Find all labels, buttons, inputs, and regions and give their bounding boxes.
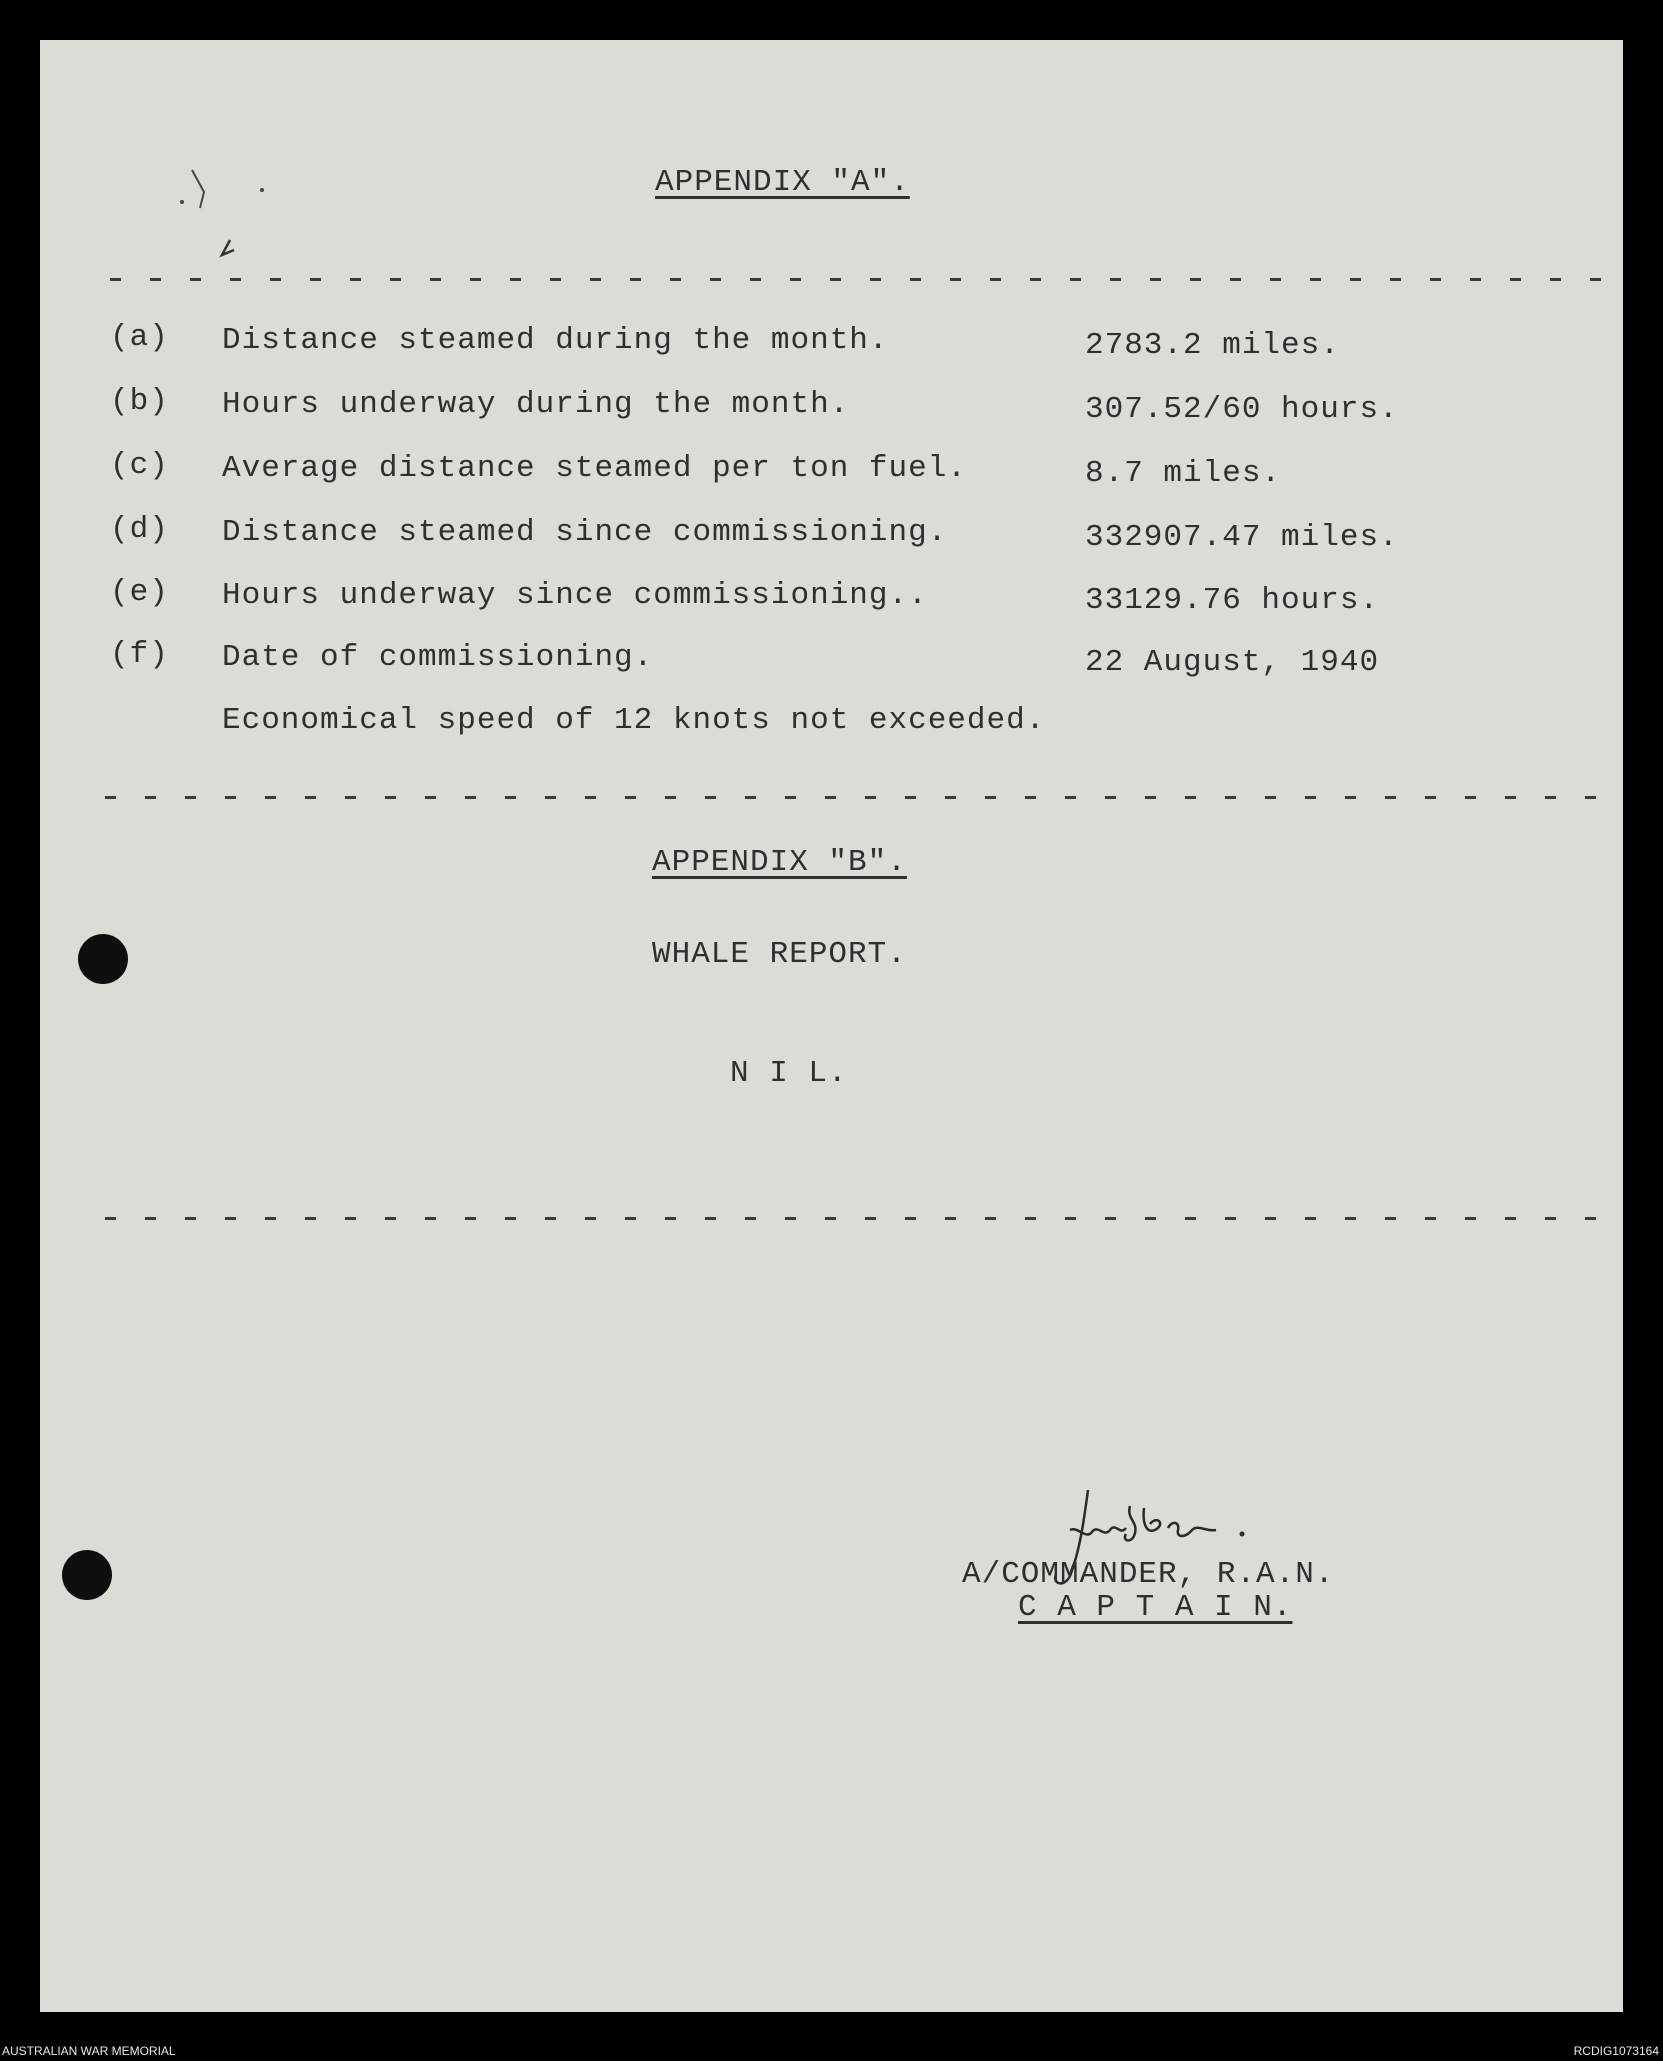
footer-record-id: RCDIG1073164 — [1573, 2044, 1659, 2058]
item-label: (a) — [110, 320, 169, 355]
item-value: 332907.47 miles. — [1085, 520, 1399, 555]
item-label: (d) — [110, 512, 169, 547]
item-description: Average distance steamed per ton fuel. — [222, 451, 967, 486]
item-description: Hours underway since commissioning.. — [222, 578, 928, 613]
appendix-b-title: APPENDIX "B". — [652, 845, 907, 880]
item-label: (e) — [110, 575, 169, 610]
item-value: 2783.2 miles. — [1085, 328, 1340, 363]
dashed-divider-bottom — [105, 1217, 1617, 1220]
document-page — [40, 40, 1623, 2012]
item-label: (f) — [110, 637, 169, 672]
item-value: 8.7 miles. — [1085, 456, 1282, 491]
item-value: 33129.76 hours. — [1085, 583, 1380, 618]
item-description: Distance steamed during the month. — [222, 323, 889, 358]
punch-hole-upper — [78, 934, 128, 984]
appendix-a-note: Economical speed of 12 knots not exceeded. — [222, 703, 1046, 738]
whale-report-nil: N I L. — [730, 1056, 848, 1091]
item-description: Date of commissioning. — [222, 640, 654, 675]
paper-crease-marks — [160, 150, 360, 290]
item-value: 307.52/60 hours. — [1085, 392, 1399, 427]
signatory-rank: A/COMMANDER, R.A.N. — [962, 1557, 1335, 1592]
item-value: 22 August, 1940 — [1085, 645, 1380, 680]
signatory-title: C A P T A I N. — [1018, 1590, 1293, 1625]
item-label: (b) — [110, 384, 169, 419]
item-description: Hours underway during the month. — [222, 387, 850, 422]
punch-hole-lower — [62, 1550, 112, 1600]
dashed-divider-top — [110, 278, 1620, 281]
item-label: (c) — [110, 448, 169, 483]
whale-report-heading: WHALE REPORT. — [652, 937, 907, 972]
appendix-a-title: APPENDIX "A". — [655, 165, 910, 200]
footer-institution: AUSTRALIAN WAR MEMORIAL — [2, 2044, 176, 2058]
dashed-divider-middle — [105, 796, 1623, 799]
item-description: Distance steamed since commissioning. — [222, 515, 948, 550]
